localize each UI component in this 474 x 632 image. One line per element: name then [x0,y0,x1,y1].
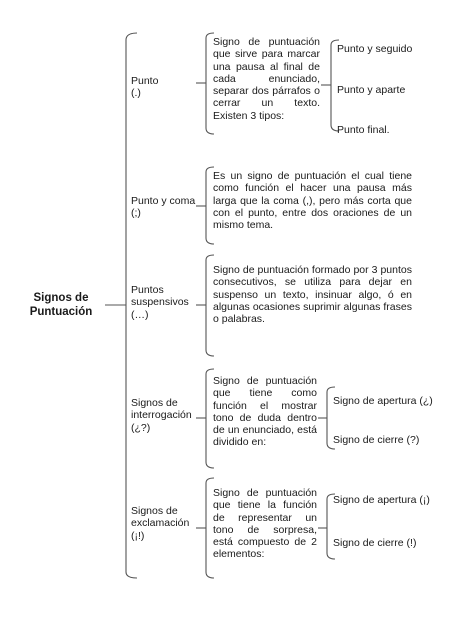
item-punto-final: Punto final. [337,124,390,136]
branch-label-exclamacion [131,505,197,542]
branch-label-line: (¡!) [131,529,145,542]
branch-label-line: (…) [131,308,149,321]
main-title [18,291,104,319]
branch-label-puntos-suspensivos [131,284,189,321]
branch-label-interrogacion [131,397,197,434]
branch-label-line: Signos de [131,505,178,517]
main-title-line: Signos de [33,292,89,304]
item-signo-cierre-exclamacion: Signo de cierre (!) [333,537,417,549]
item-signo-cierre-interrogacion: Signo de cierre (?) [333,434,420,446]
branch-description-punto-y-coma: Es un signo de puntuación el cual tiene como función el hacer una pausa más larga que la coma (,), pero más corta que con el punto, entre dos oraciones de un mismo tema. [213,170,412,232]
branch-description-puntos-suspensivos: Signo de puntuación formado por 3 puntos consecutivos, se utiliza para dejar en suspenso un texto, insinuar algo, ó en algunas ocasiones suprimir algunas frases o palabras. [213,264,412,326]
branch-label-punto [131,75,158,100]
branch-label-line: Signos de [131,397,178,409]
branch-label-line: Punto y coma [131,195,196,207]
branch-label-punto-y-coma [131,195,195,220]
item-signo-apertura-exclamacion: Signo de apertura (¡) [333,494,430,506]
item-punto-y-seguido: Punto y seguido [337,43,413,55]
main-title-line: Puntuación [29,306,93,318]
item-punto-y-aparte: Punto y aparte [337,84,406,96]
branch-description-punto: Signo de puntuación que sirve para marcar una pausa al final de cada enunciado, separar dos párrafos o cerrar un texto. Existen 3 tipos: [213,36,320,122]
branch-description-interrogacion: Signo de puntuación que tiene como función el mostrar tono de duda dentro de un enunciado, está dividido en: [213,375,317,449]
branch-label-line: (;) [131,207,141,220]
branch-label-line: (.) [131,87,141,100]
item-signo-apertura-interrogacion: Signo de apertura (¿) [333,395,433,407]
branch-label-line: suspensivos [131,296,189,309]
branch-label-line: (¿?) [131,421,151,434]
branch-label-line: exclamación [131,517,190,530]
branch-label-line: Puntos [131,284,164,296]
branch-label-line: Punto [131,75,159,87]
branch-description-exclamacion: Signo de puntuación que tiene la función de representar un tono de sorpresa, está compuesto de 2 elementos: [213,487,317,561]
branch-label-line: interrogación [131,409,192,422]
